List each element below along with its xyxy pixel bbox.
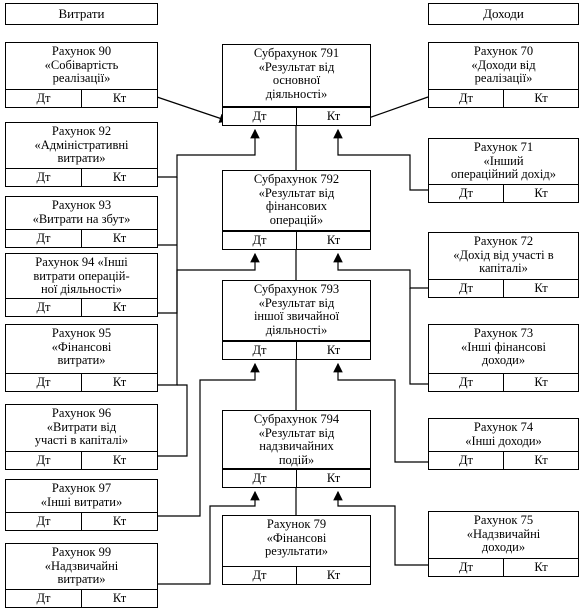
account-92-title: Рахунок 92 «Адміністративні витрати» (34, 124, 129, 165)
account-73-title: Рахунок 73 «Інші фінансові доходи» (461, 326, 546, 367)
account-90-footer (6, 89, 157, 107)
dt-label: Дт (36, 453, 51, 467)
account-92-footer (6, 168, 157, 186)
account-79-title: Рахунок 79 «Фінансові результати» (264, 517, 329, 558)
account-90-title: Рахунок 90 «Собівартість реалізації» (44, 44, 119, 85)
kt-label: Кт (81, 169, 157, 186)
dt-label: Дт (36, 591, 51, 605)
kt-label: Кт (296, 470, 370, 487)
kt-label: Кт (503, 374, 578, 391)
account-99-title: Рахунок 99 «Надзвичайні витрати» (44, 545, 119, 586)
account-71-footer (429, 184, 578, 202)
kt-label: Кт (81, 90, 157, 107)
account-71-box (428, 138, 579, 203)
subaccount-794-footer (223, 468, 370, 487)
account-72-box (428, 232, 579, 298)
kt-label: Кт (503, 559, 578, 576)
account-95-box (5, 324, 158, 392)
dt-label: Дт (36, 300, 51, 314)
account-97-title: Рахунок 97 «Інші витрати» (40, 481, 123, 509)
kt-label: Кт (503, 185, 578, 202)
kt-label: Кт (81, 374, 157, 391)
account-90-box (5, 42, 158, 108)
dt-label: Дт (459, 375, 473, 389)
kt-label: Кт (81, 452, 157, 469)
account-74-title: Рахунок 74 «Інші доходи» (465, 420, 542, 448)
account-93-footer (6, 229, 157, 247)
account-94-title: Рахунок 94 «Інші витрати операцій- ної діяльності» (33, 255, 130, 296)
subaccount-793-title: Субрахунок 793 «Результат від іншої звичайної діяльності» (253, 282, 340, 337)
subaccount-792-box (222, 170, 371, 250)
subaccount-794-title: Субрахунок 794 «Результат від надзвичайних подій» (253, 412, 340, 467)
account-74-box (428, 418, 579, 470)
dt-label: Дт (36, 231, 51, 245)
account-94-box (5, 253, 158, 317)
subaccount-791-box (222, 44, 371, 126)
subaccount-792-footer (223, 230, 370, 249)
dt-label: Дт (36, 375, 51, 389)
account-95-footer (6, 373, 157, 391)
account-96-title: Рахунок 96 «Витрати від участі в капіталі» (34, 406, 129, 447)
account-93-box (5, 196, 158, 248)
dt-label: Дт (252, 471, 267, 485)
account-99-footer (6, 589, 157, 607)
kt-label: Кт (503, 452, 578, 469)
account-75-title: Рахунок 75 «Надзвичайні доходи» (466, 513, 541, 554)
account-99-box (5, 543, 158, 608)
account-75-box (428, 511, 579, 577)
income-header: Доходи (428, 3, 579, 25)
dt-label: Дт (252, 109, 267, 123)
dt-label: Дт (459, 281, 473, 295)
dt-label: Дт (36, 91, 51, 105)
account-94-footer (6, 298, 157, 316)
dt-label: Дт (252, 343, 267, 357)
kt-label: Кт (296, 567, 370, 584)
account-93-title: Рахунок 93 «Витрати на збут» (32, 198, 131, 226)
dt-label: Дт (459, 560, 473, 574)
account-73-footer (429, 373, 578, 391)
kt-label: Кт (296, 108, 370, 125)
account-96-box (5, 404, 158, 470)
expenses-header: Витрати (5, 3, 158, 25)
kt-label: Кт (296, 342, 370, 359)
kt-label: Кт (81, 513, 157, 530)
account-97-box (5, 479, 158, 531)
account-72-title: Рахунок 72 «Дохід від участі в капіталі» (453, 234, 554, 275)
dt-label: Дт (252, 568, 267, 582)
account-70-footer (429, 89, 578, 107)
subaccount-794-box (222, 410, 371, 488)
kt-label: Кт (503, 90, 578, 107)
account-71-title: Рахунок 71 «Інший операційний дохід» (451, 140, 556, 181)
account-72-footer (429, 279, 578, 297)
kt-label: Кт (296, 232, 370, 249)
subaccount-793-box (222, 280, 371, 360)
dt-label: Дт (459, 91, 473, 105)
account-92-box (5, 122, 158, 187)
account-73-box (428, 324, 579, 392)
subaccount-791-footer (223, 106, 370, 125)
account-95-title: Рахунок 95 «Фінансові витрати» (51, 326, 112, 367)
account-96-footer (6, 451, 157, 469)
dt-label: Дт (36, 170, 51, 184)
account-70-box (428, 42, 579, 108)
account-79-box (222, 515, 371, 585)
account-75-footer (429, 558, 578, 576)
kt-label: Кт (81, 590, 157, 607)
dt-label: Дт (36, 514, 51, 528)
account-74-footer (429, 451, 578, 469)
account-79-footer (223, 566, 370, 584)
subaccount-791-title: Субрахунок 791 «Результат від основної діяльності» (253, 46, 340, 101)
account-70-title: Рахунок 70 «Доходи від реалізації» (471, 44, 536, 85)
dt-label: Дт (252, 233, 267, 247)
subaccount-793-footer (223, 340, 370, 359)
kt-label: Кт (503, 280, 578, 297)
kt-label: Кт (81, 230, 157, 247)
kt-label: Кт (81, 299, 157, 316)
account-97-footer (6, 512, 157, 530)
dt-label: Дт (459, 186, 473, 200)
dt-label: Дт (459, 453, 473, 467)
subaccount-792-title: Субрахунок 792 «Результат від фінансових операцій» (253, 172, 340, 227)
